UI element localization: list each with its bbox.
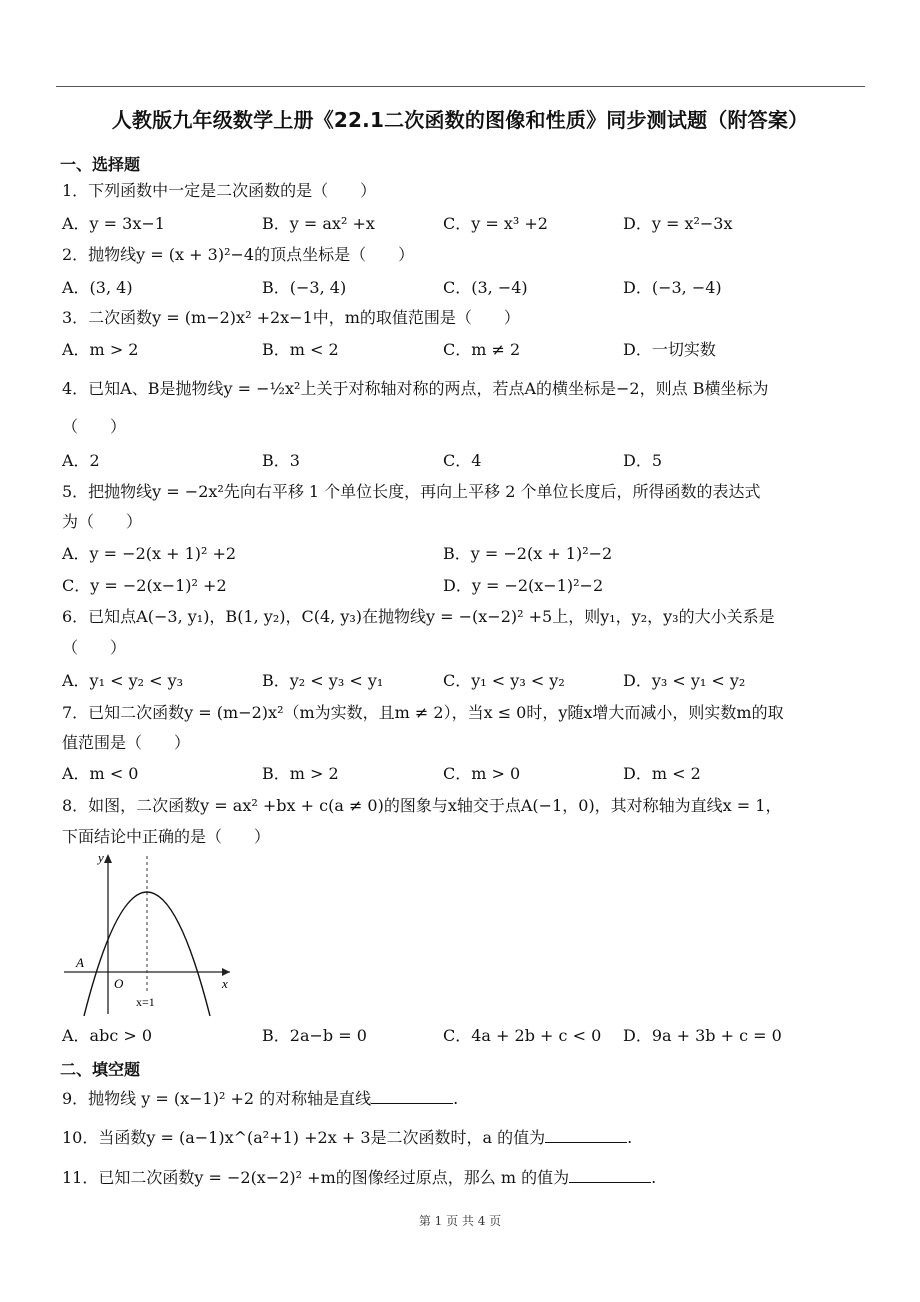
- q1-option-c: C．y = x³ +2: [443, 214, 548, 233]
- q5-stem-cont: 为（ ）: [62, 512, 143, 531]
- q11-answer-blank[interactable]: [569, 1168, 651, 1183]
- q4-option-a: A．2: [62, 451, 100, 470]
- parabola-graph: [62, 848, 242, 1018]
- q3-option-a: A．m > 2: [62, 340, 139, 359]
- q10-line: [62, 1127, 632, 1149]
- q5-option-b: B．y = −2(x + 1)²−2: [443, 544, 613, 563]
- q11-end: .: [651, 1168, 657, 1187]
- q11-line: [62, 1167, 656, 1189]
- page-footer: 第 1 页 共 4 页: [418, 1214, 502, 1228]
- q5-stem: 5．把抛物线y = −2x²先向右平移 1 个单位长度，再向上平移 2 个单位长度后，所得函数的表达式: [62, 482, 761, 501]
- q6-option-c: C．y₁ < y₃ < y₂: [443, 671, 565, 690]
- header-rule: [56, 86, 865, 87]
- q2-option-d: D．(−3, −4): [623, 278, 722, 297]
- q4-stem: 4．已知A、B是抛物线y = −½x²上关于对称轴对称的两点，若点A的横坐标是−2，则点 B横坐标为: [62, 379, 769, 398]
- q3-option-b: B．m < 2: [262, 340, 339, 359]
- q10-answer-blank[interactable]: [545, 1128, 627, 1143]
- q10-end: .: [627, 1128, 633, 1147]
- q4-stem-cont: （ ）: [62, 417, 127, 436]
- q10-stem: 10．当函数y = (a−1)x^(a²+1) +2x + 3是二次函数时，a 的值为: [62, 1128, 546, 1147]
- q9-line: [62, 1088, 458, 1110]
- q9-answer-blank[interactable]: [371, 1089, 453, 1104]
- q3-option-d: D．一切实数: [623, 340, 716, 359]
- q9-end: .: [453, 1089, 459, 1108]
- q4-option-b: B．3: [262, 451, 300, 470]
- q8-option-d: D．9a + 3b + c = 0: [623, 1026, 782, 1045]
- x-axis-arrow: [222, 968, 230, 976]
- x-axis-label: x: [222, 976, 228, 991]
- q7-stem-cont: 值范围是（ ）: [62, 733, 191, 752]
- q8-stem-cont: 下面结论中正确的是（ ）: [62, 827, 271, 846]
- q7-stem: 7．已知二次函数y = (m−2)x²（m为实数，且m ≠ 2），当x ≤ 0时，y随x增大而减小，则实数m的取: [62, 703, 784, 722]
- section-choice: 一、选择题: [60, 155, 141, 174]
- q8-option-a: A．abc > 0: [62, 1026, 153, 1045]
- q3-stem: 3．二次函数y = (m−2)x² +2x−1中，m的取值范围是（ ）: [62, 308, 520, 327]
- q6-stem: 6．已知点A(−3, y₁)，B(1, y₂)，C(4, y₃)在抛物线y = −(x−2)² +5上，则y₁，y₂，y₃的大小关系是: [62, 607, 775, 626]
- q4-option-d: D．5: [623, 451, 663, 470]
- q2-stem: 2．抛物线y = (x + 3)²−4的顶点坐标是（ ）: [62, 245, 415, 264]
- origin-label: O: [114, 976, 124, 991]
- q6-option-d: D．y₃ < y₁ < y₂: [623, 671, 746, 690]
- q8-option-b: B．2a−b = 0: [262, 1026, 367, 1045]
- q5-option-a: A．y = −2(x + 1)² +2: [62, 544, 237, 563]
- q3-option-c: C．m ≠ 2: [443, 340, 521, 359]
- q7-option-a: A．m < 0: [62, 764, 139, 783]
- q2-option-b: B．(−3, 4): [262, 278, 347, 297]
- q4-option-c: C．4: [443, 451, 482, 470]
- q1-option-d: D．y = x²−3x: [623, 214, 733, 233]
- q7-option-b: B．m > 2: [262, 764, 339, 783]
- q6-option-a: A．y₁ < y₂ < y₃: [62, 671, 184, 690]
- symmetry-axis-label: x=1: [136, 995, 155, 1009]
- section-fill: 二、填空题: [60, 1060, 141, 1079]
- q1-option-a: A．y = 3x−1: [62, 214, 165, 233]
- q8-stem: 8．如图，二次函数y = ax² +bx + c(a ≠ 0)的图象与x轴交于点A(−1，0)，其对称轴为直线x = 1，: [62, 796, 782, 815]
- q8-option-c: C．4a + 2b + c < 0: [443, 1026, 602, 1045]
- q1-stem: 1．下列函数中一定是二次函数的是（ ）: [62, 181, 377, 200]
- q2-option-a: A．(3, 4): [62, 278, 133, 297]
- y-axis-arrow: [104, 854, 112, 863]
- q6-stem-cont: （ ）: [62, 638, 127, 657]
- q7-option-c: C．m > 0: [443, 764, 521, 783]
- q2-option-c: C．(3, −4): [443, 278, 528, 297]
- y-axis-label: y: [98, 850, 104, 865]
- q5-option-c: C．y = −2(x−1)² +2: [62, 576, 227, 595]
- q11-stem: 11．已知二次函数y = −2(x−2)² +m的图像经过原点，那么 m 的值为: [62, 1168, 570, 1187]
- q7-option-d: D．m < 2: [623, 764, 701, 783]
- point-a-label: A: [76, 955, 84, 970]
- q5-option-d: D．y = −2(x−1)²−2: [443, 576, 604, 595]
- q1-option-b: B．y = ax² +x: [262, 214, 375, 233]
- q9-stem: 9．抛物线 y = (x−1)² +2 的对称轴是直线: [62, 1089, 372, 1108]
- q6-option-b: B．y₂ < y₃ < y₁: [262, 671, 384, 690]
- page-title: 人教版九年级数学上册《22.1二次函数的图像和性质》同步测试题（附答案）: [111, 108, 809, 132]
